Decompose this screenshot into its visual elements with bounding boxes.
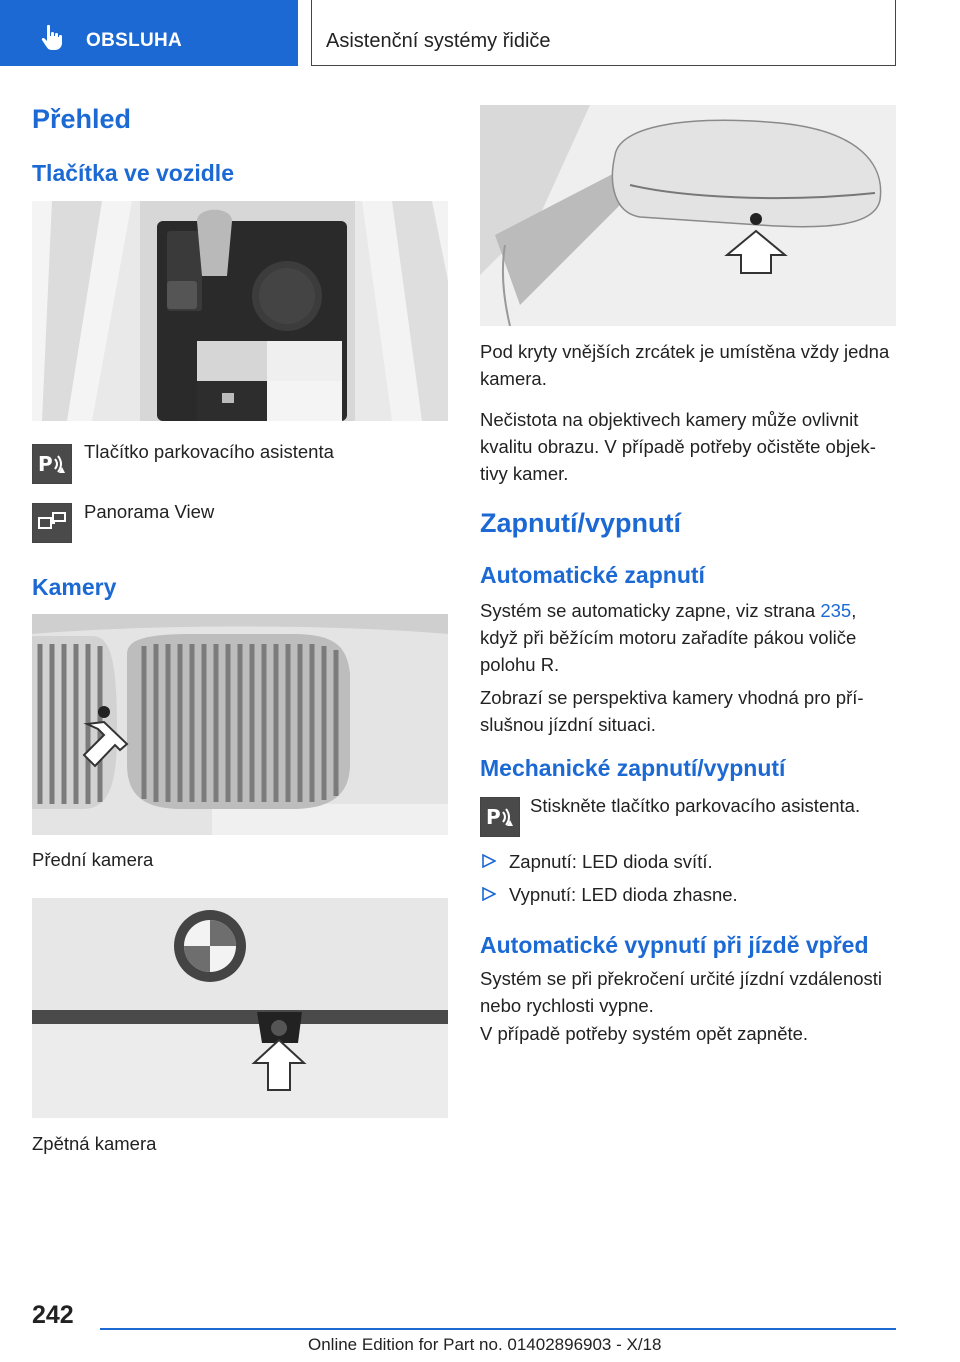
footer-edition: Online Edition for Part no. 01402896903 - X/18 xyxy=(308,1335,662,1354)
mech-text: Stiskněte tlačítko parkovacího asistenta. xyxy=(530,795,861,816)
mirror-text: Pod kryty vnějších zrcátek je umístěna vždy jedna kamera. xyxy=(480,341,890,389)
parking-assistant-icon xyxy=(480,797,520,837)
front-camera-image xyxy=(32,614,448,835)
auto-on-text-2: Zobrazí se perspektiva kamery vhodná pro pří-slušnou jízdní situaci. xyxy=(480,687,864,735)
panorama-view-icon xyxy=(32,503,72,543)
dirt-text: Nečistota na objektivech kamery může ovlivnit kvalitu obrazu. V případě potřeby očistěte objek-tivy kamer. xyxy=(480,409,876,484)
svg-text:P: P xyxy=(486,805,501,829)
parking-assistant-icon xyxy=(32,444,72,484)
heading-buttons: Tlačítka ve vozidle xyxy=(32,160,234,186)
chapter-title: Asistenční systémy řidiče xyxy=(326,30,551,52)
chapter-header xyxy=(311,0,896,66)
heading-overview: Přehled xyxy=(32,104,132,134)
triangle-bullet-icon xyxy=(482,854,496,868)
heading-auto-off: Automatické vypnutí při jízdě vpřed xyxy=(480,932,869,958)
svg-text:P: P xyxy=(38,452,53,476)
bullet-item: Vypnutí: LED dioda zhasne. xyxy=(509,884,738,905)
section-tab[interactable] xyxy=(0,0,298,66)
auto-on-text xyxy=(480,597,896,678)
triangle-bullet-icon xyxy=(482,887,496,901)
section-label: OBSLUHA xyxy=(86,30,183,51)
front-camera-caption: Přední kamera xyxy=(32,849,154,870)
auto-on-text-start: Systém se automaticky zapne, viz strana xyxy=(480,600,821,621)
console-image xyxy=(32,201,448,421)
auto-off-text-1: Systém se při překročení určité jízdní vzdálenosti nebo rychlosti vypne. xyxy=(480,968,883,1016)
auto-off-text-2: V případě potřeby systém opět zapněte. xyxy=(480,1023,809,1044)
page-number: 242 xyxy=(32,1301,74,1329)
button-label-parking: Tlačítko parkovacího asistenta xyxy=(84,441,334,462)
rear-camera-image xyxy=(32,898,448,1118)
mirror-camera-image xyxy=(480,105,896,326)
auto-on-text-end: , když při běžícím motoru zařadíte pákou voliče polohu R. xyxy=(480,600,857,675)
heading-auto-on: Automatické zapnutí xyxy=(480,562,705,588)
footer-rule xyxy=(100,1328,896,1330)
bullet-item: Zapnutí: LED dioda svítí. xyxy=(509,851,713,872)
rear-camera-caption: Zpětná kamera xyxy=(32,1133,157,1154)
hand-pointer-icon xyxy=(38,22,68,52)
heading-on-off: Zapnutí/vypnutí xyxy=(480,508,681,538)
heading-mechanical: Mechanické zapnutí/vypnutí xyxy=(480,755,786,781)
heading-cameras: Kamery xyxy=(32,574,117,600)
button-label-panorama: Panorama View xyxy=(84,501,215,522)
page-link-235[interactable]: 235 xyxy=(820,600,852,621)
